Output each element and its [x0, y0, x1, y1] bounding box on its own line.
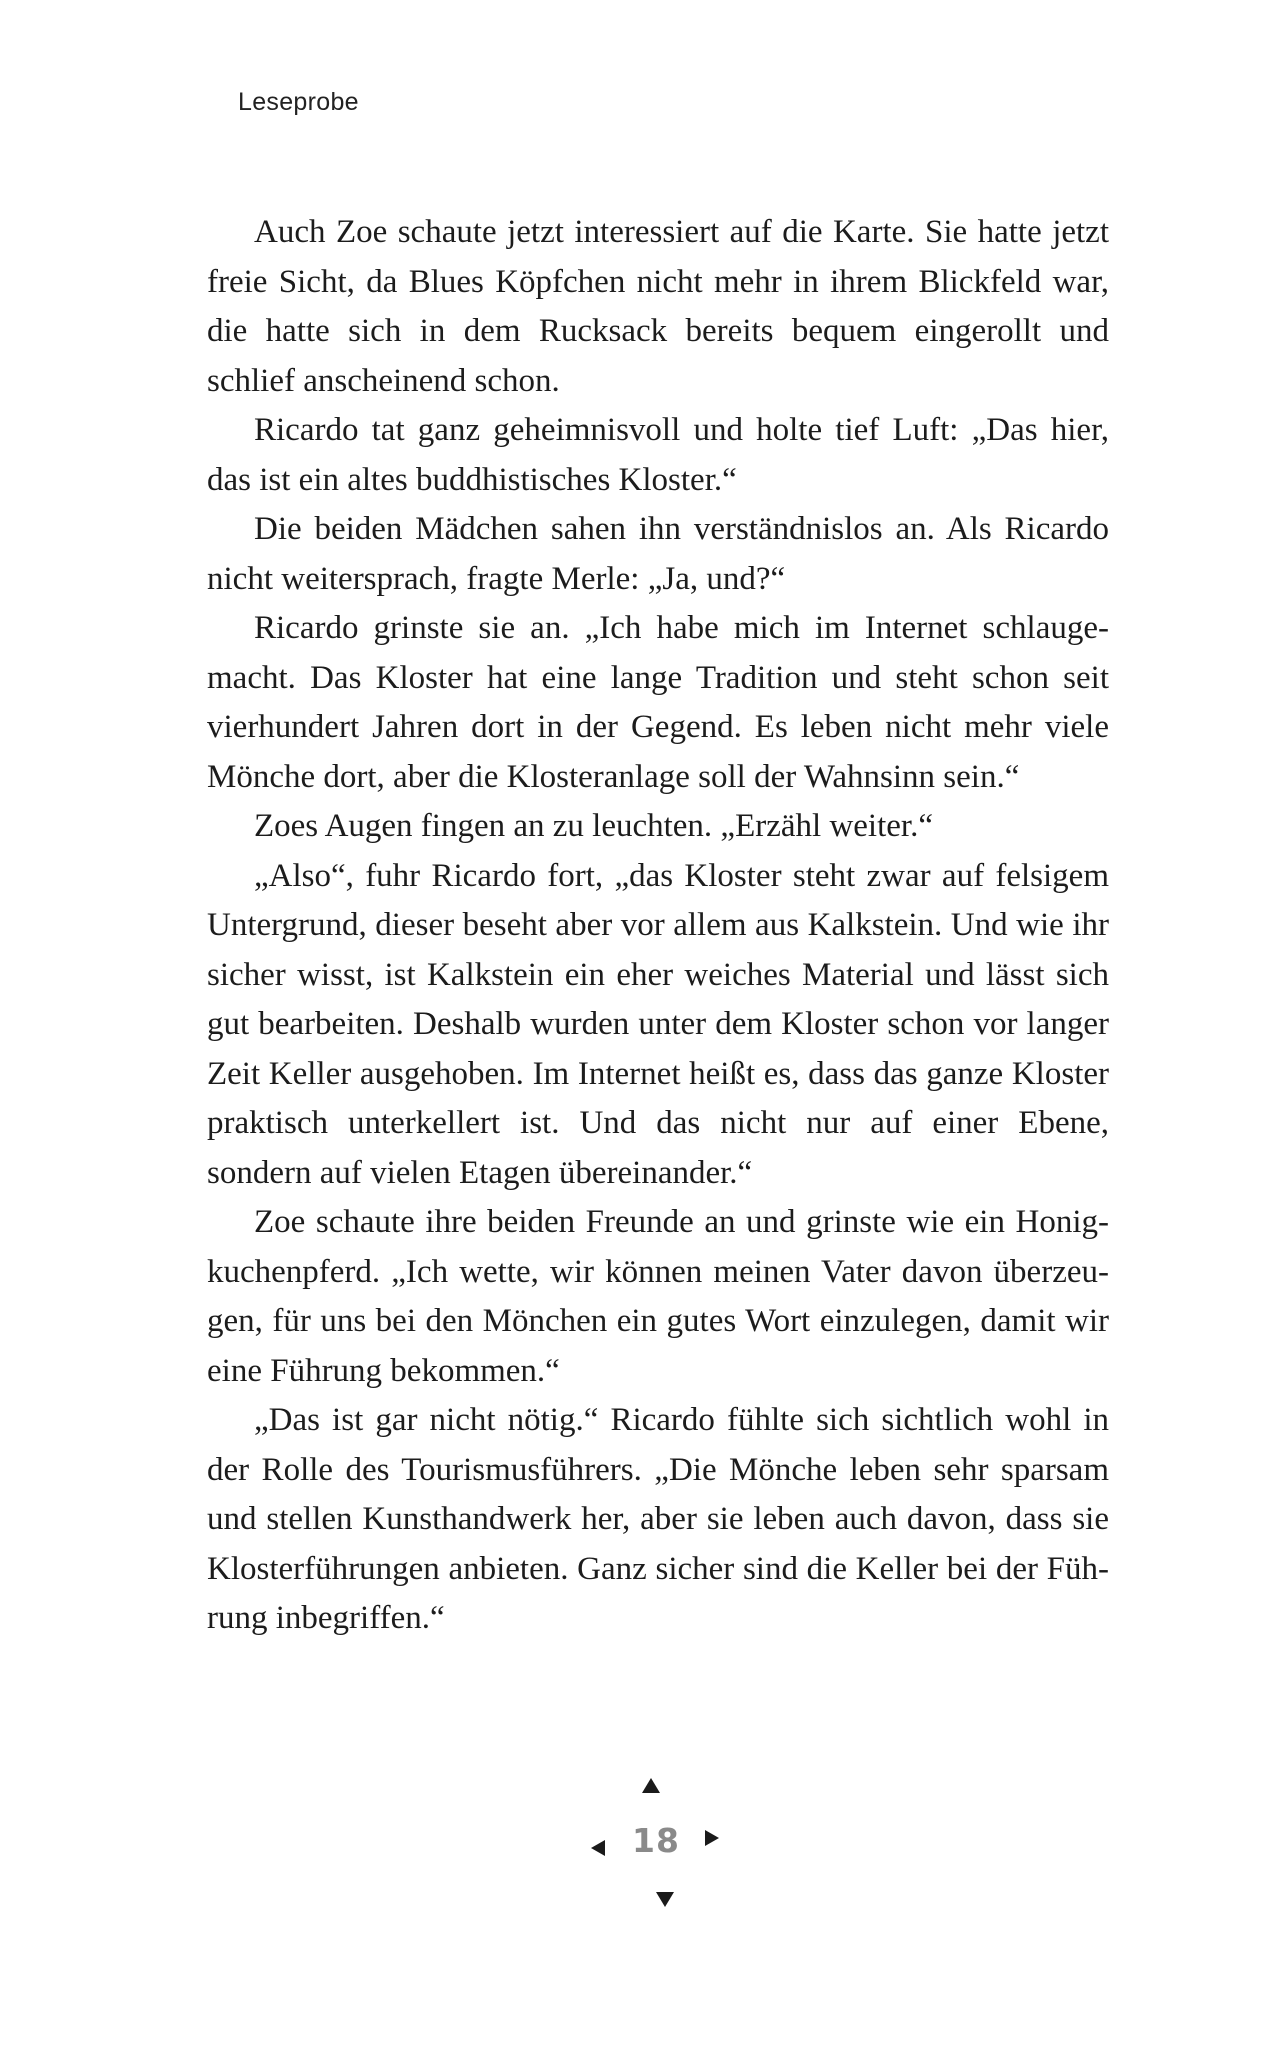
body-text [207, 208, 1109, 1644]
triangle-right-icon [705, 1830, 719, 1846]
paragraph: Ricardo grinste sie an. „Ich habe mich im Internet schlaugemacht. Das Kloster hat eine lange Tradition und steht schon seit vierhundert Jahren dort in der Gegend. Es leben nicht mehr viele Mönche dort, aber die Klosteranlage soll der Wahnsinn sein.“ [207, 610, 1109, 795]
paragraph: Die beiden Mädchen sahen ihn verständnislos an. Als Ricardo nicht weitersprach, fragte Merle: „Ja, und?“ [207, 511, 1109, 597]
running-header: Leseprobe [238, 88, 359, 116]
paragraph: Zoes Augen fingen an zu leuchten. „Erzähl weiter.“ [254, 808, 933, 844]
triangle-down-icon [656, 1892, 674, 1907]
paragraph: „Also“, fuhr Ricardo fort, „das Kloster steht zwar auf felsigem Untergrund, dieser beseht aber vor allem aus Kalkstein. Und wie ihr sicher wisst, ist Kalkstein ein eher weiches Material und lässt sich gut bearbeiten. Deshalb wurden unter dem Kloster schon vor langer Zeit Keller ausgehoben. Im Internet heißt es, dass das ganze Kloster praktisch unterkellert ist. Und das nicht nur auf einer Ebene, sondern auf vielen Etagen übereinander.“ [207, 857, 1109, 1191]
paragraph: Zoe schaute ihre beiden Freunde an und grinste wie ein Honigkuchenpferd. „Ich wette, wir können meinen Vater davon überzeugen, für uns bei den Mönchen ein gutes Wort einzulegen, damit wir eine Führung bekommen.“ [207, 1204, 1109, 1389]
paragraph: Ricardo tat ganz geheimnisvoll und holte tief Luft: „Das hier, das ist ein altes buddhistisches Kloster.“ [207, 412, 1109, 498]
triangle-left-icon [591, 1840, 605, 1856]
page-number-ornament [586, 1772, 726, 1912]
triangle-up-icon [642, 1778, 660, 1793]
page-number: 18 [632, 1821, 680, 1860]
paragraph: Auch Zoe schaute jetzt interessiert auf die Karte. Sie hatte jetzt freie Sicht, da Blues Köpfchen nicht mehr in ihrem Blickfeld war, die hatte sich in dem Rucksack bereits bequem eingerollt und schlief anscheinend schon. [207, 214, 1109, 399]
paragraph: „Das ist gar nicht nötig.“ Ricardo fühlte sich sichtlich wohl in der Rolle des Tourismusführers. „Die Mönche leben sehr sparsam und stellen Kunsthandwerk her, aber sie leben auch davon, dass sie Klosterführungen anbieten. Ganz sicher sind die Keller bei der Führung inbegriffen.“ [207, 1402, 1109, 1636]
